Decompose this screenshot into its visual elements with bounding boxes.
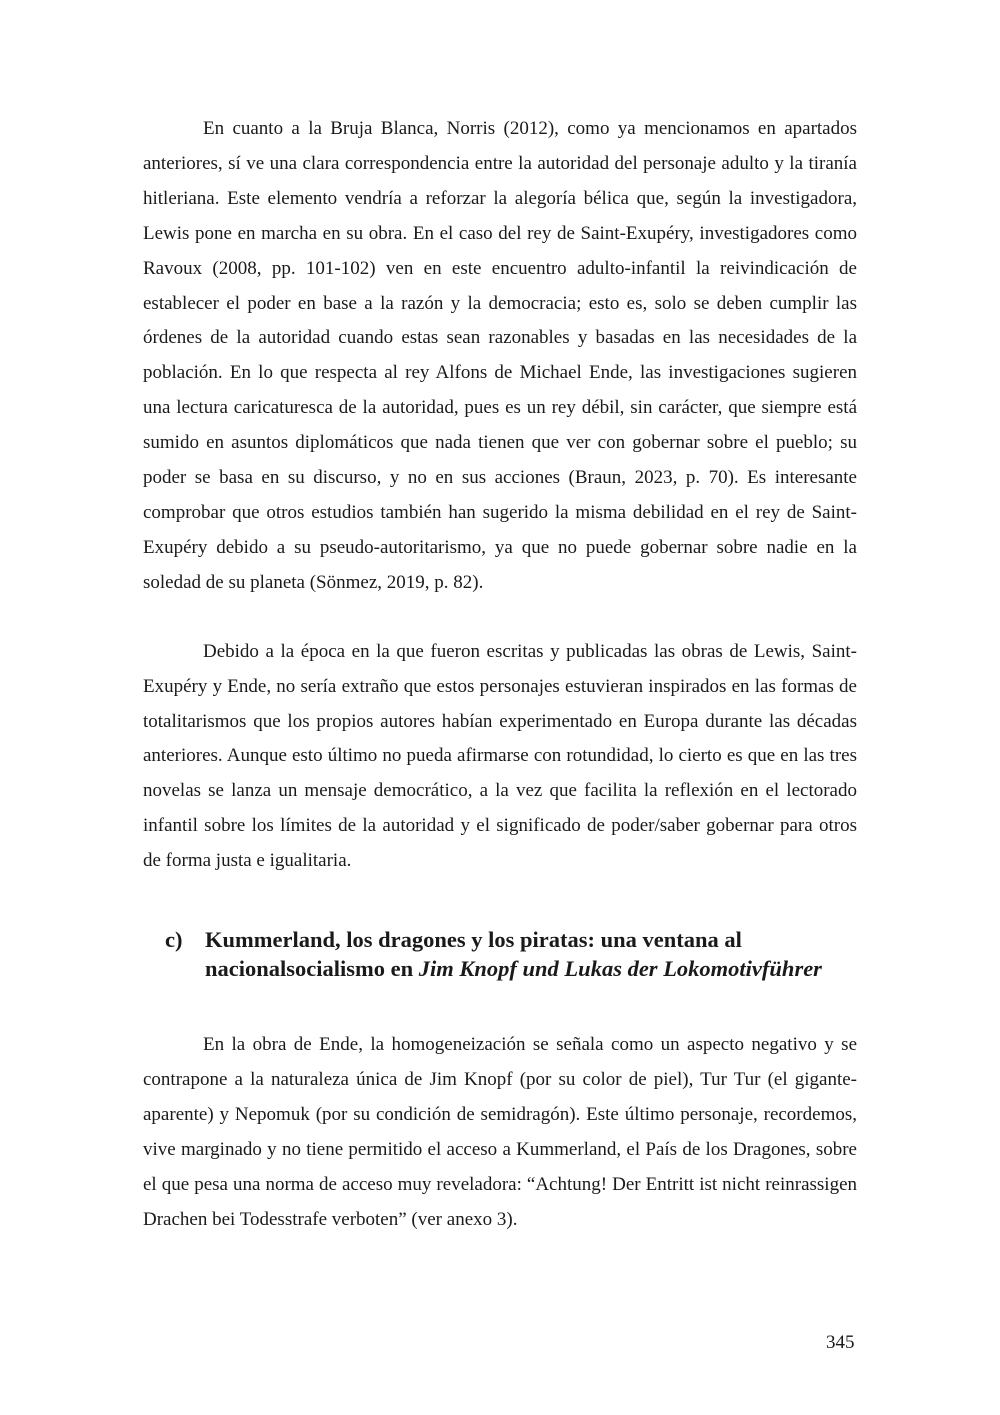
paragraph-1: En cuanto a la Bruja Blanca, Norris (2012), como ya mencionamos en apartados anteriores, sí ve una clara correspondencia entre la autoridad del personaje adulto y la tiranía hitleriana. Este elemento vendría a reforzar la alegoría bélica que, según la investigadora, Lewis pone en marcha en su obra. En el caso del rey de Saint-Exupéry, investigadores como Ravoux (2008, pp. 101-102) ven en este encuentro adulto-infantil la reivindicación de establecer el poder en base a la razón y la democracia; esto es, solo se deben cumplir las órdenes de la autoridad cuando estas sean razonables y basadas en las necesidades de la población. En lo que respecta al rey Alfons de Michael Ende, las investigaciones sugieren una lectura caricaturesca de la autoridad, pues es un rey débil, sin carácter, que siempre está sumido en asuntos diplomáticos que nada tienen que ver con gobernar sobre el pueblo; su poder se basa en su discurso, y no en sus acciones (Braun, 2023, p. 70). Es interesante comprobar que otros estudios también han sugerido la misma debilidad en el rey de Saint-Exupéry debido a su pseudo-autoritarismo, ya que no puede gobernar sobre nadie en la soledad de su planeta (Sönmez, 2019, p. 82). [143,118,857,593]
section-heading [143,925,857,983]
section-heading-marker: c) [165,927,183,953]
paragraph-2: Debido a la época en la que fueron escritas y publicadas las obras de Lewis, Saint-Exupéry y Ende, no sería extraño que estos personajes estuvieran inspirados en las formas de totalitarismos que los propios autores habían experimentado en Europa durante las décadas anteriores. Aunque esto último no pueda afirmarse con rotundidad, lo cierto es que en las tres novelas se lanza un mensaje democrático, a la vez que facilita la reflexión en el lectorado infantil sobre los límites de la autoridad y el significado de poder/saber gobernar para otros de forma justa e igualitaria. [143,640,857,872]
section-heading-text [205,925,857,983]
section-heading-italic-title: Jim Knopf und Lukas der Lokomotivführer [418,956,822,982]
paragraph-3: En la obra de Ende, la homogeneización se señala como un aspecto negativo y se contrapone a la naturaleza única de Jim Knopf (por su color de piel), Tur Tur (el gigante-aparente) y Nepomuk (por su condición de semidragón). Este último personaje, recordemos, vive marginado y no tiene permitido el acceso a Kummerland, el País de los Dragones, sobre el que pesa una norma de acceso muy reveladora: “Achtung! Der Entritt ist nicht reinrassigen Drachen bei Todesstrafe verboten” (ver anexo 3). [143,1034,857,1230]
section-heading-title: Kummerland, los dragones y los piratas: una ventana al nacionalsocialismo en [205,927,742,982]
page-body [143,112,857,1237]
page-number: 345 [826,1332,855,1353]
